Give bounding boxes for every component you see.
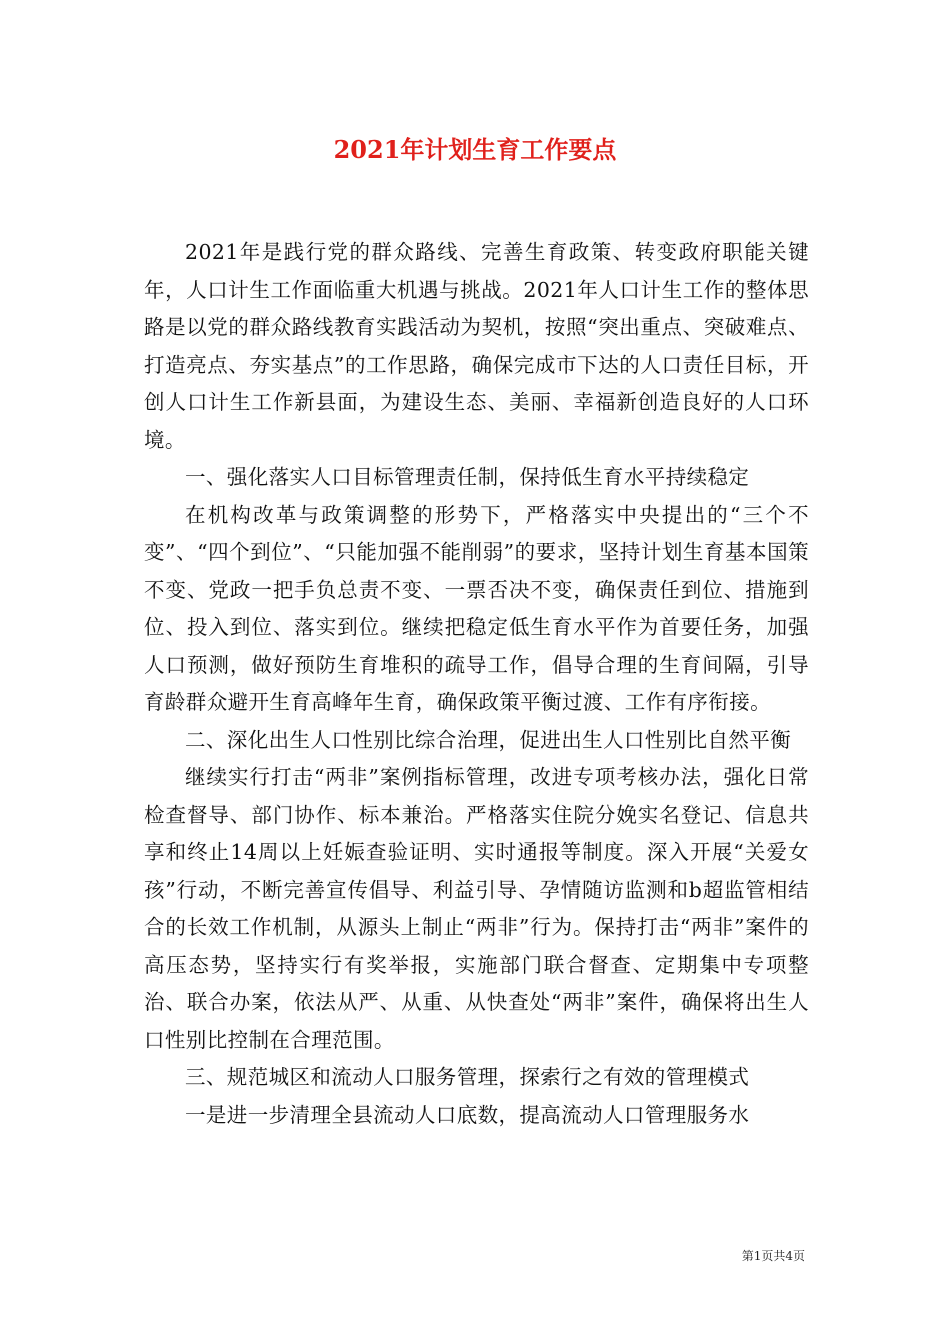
document-title: 2021年计划生育工作要点 bbox=[333, 135, 617, 164]
intro-paragraph: 2021年是践行党的群众路线、完善生育政策、转变政府职能关键年，人口计生工作面临重大机遇与挑战。2021年人口计生工作的整体思路是以党的群众路线教育实践活动为契机，按照“突出重点、突破难点、打造亮点、夯实基点”的工作思路，确保完成市下达的人口责任目标，开创人口计生工作新县面，为建设生态、美丽、幸福新创造良好的人口环境。 bbox=[144, 240, 809, 452]
section-heading-2: 二、深化出生人口性别比综合治理，促进出生人口性别比自然平衡 bbox=[185, 727, 792, 752]
page-number-footer: 第1页共4页 bbox=[741, 1249, 805, 1263]
section-3-paragraph: 一是进一步清理全县流动人口底数，提高流动人口管理服务水 bbox=[185, 1102, 750, 1127]
section-heading-3: 三、规范城区和流动人口服务管理，探索行之有效的管理模式 bbox=[185, 1065, 750, 1089]
document-body bbox=[144, 234, 809, 1134]
section-2-paragraph: 继续实行打击“两非”案例指标管理，改进专项考核办法，强化日常检查督导、部门协作、标本兼治。严格落实住院分娩实名登记、信息共享和终止14周以上妊娠查验证明、实时通报等制度。深入开展“关爱女孩”行动，不断完善宣传倡导、利益引导、孕情随访监测和b超监管相结合的长效工作机制，从源头上制止“两非”行为。保持打击“两非”案件的高压态势，坚持实行有奖举报，实施部门联合督查、定期集中专项整治、联合办案，依法从严、从重、从快查处“两非”案件，确保将出生人口性别比控制在合理范围。 bbox=[144, 765, 809, 1052]
section-1-paragraph: 在机构改革与政策调整的形势下，严格落实中央提出的“三个不变”、“四个到位”、“只能加强不能削弱”的要求，坚持计划生育基本国策不变、党政一把手负总责不变、一票否决不变，确保责任到位、措施到位、投入到位、落实到位。继续把稳定低生育水平作为首要任务，加强人口预测，做好预防生育堆积的疏导工作，倡导合理的生育间隔，引导育龄群众避开生育高峰年生育，确保政策平衡过渡、工作有序衔接。 bbox=[144, 502, 809, 714]
section-heading-1: 一、强化落实人口目标管理责任制，保持低生育水平持续稳定 bbox=[185, 465, 750, 489]
